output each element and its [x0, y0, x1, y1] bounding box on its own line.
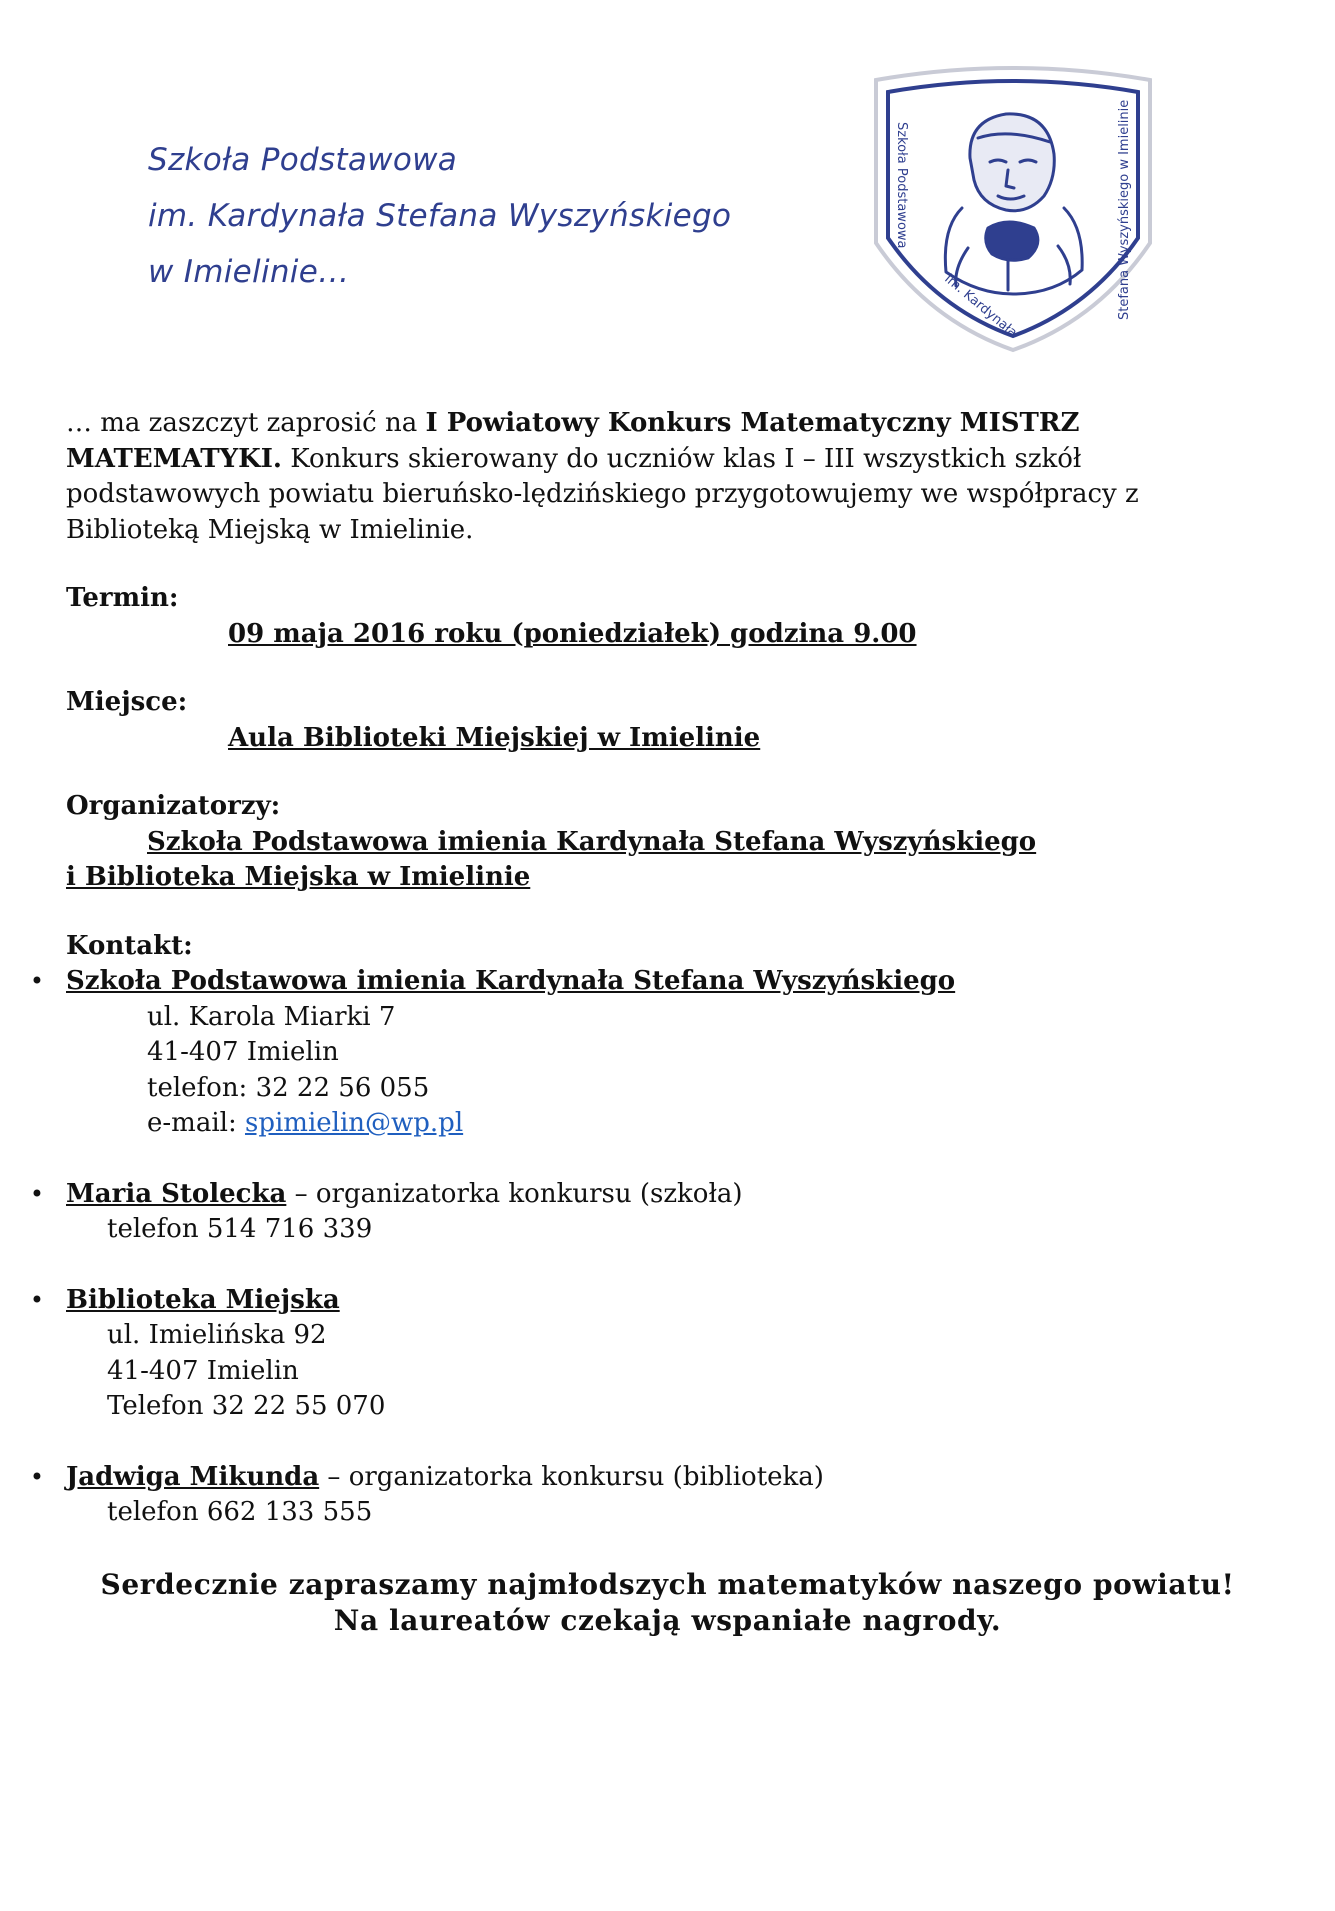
contact-jadwiga-title [66, 1460, 1256, 1496]
contact-jadwiga-role: – organizatorka konkursu (biblioteka) [319, 1461, 824, 1492]
contact-maria-role: – organizatorka konkursu (szkoła) [286, 1178, 743, 1209]
seal-text-right: Stefana Wyszyńskiego w Imielinie [1117, 99, 1132, 320]
school-seal-logo [858, 58, 1168, 358]
contact-library-city: 41-407 Imielin [107, 1355, 299, 1386]
contact-jadwiga [29, 1460, 1256, 1531]
kontakt-label: Kontakt: [66, 930, 193, 961]
bullet-icon: • [29, 1285, 45, 1314]
closing-line1: Serdecznie zapraszamy najmłodszych matematyków naszego powiatu! [100, 1568, 1235, 1601]
intro-rest: Konkurs skierowany do uczniów klas I – III wszystkich szkół podstawowych powiatu bieruńsko-lędzińskiego przygotowujemy we współpracy z Biblioteką Miejską w Imielinie. [66, 443, 1139, 545]
contest-name: I Powiatowy Konkurs Matematyczny MISTRZ MATEMATYKI. [66, 408, 1080, 474]
closing-line2: Na laureatów czekają wspaniałe nagrody. [333, 1604, 1002, 1637]
invitation-content [29, 406, 1256, 1531]
contact-maria [29, 1177, 1256, 1248]
bullet-icon: • [29, 1179, 45, 1208]
intro-lead: … ma zaszczyt zaprosić na [66, 408, 426, 438]
contact-school-email-label: e-mail: [147, 1108, 245, 1138]
contact-school-phone: telefon: 32 22 56 055 [147, 1072, 430, 1103]
contact-library-name: Biblioteka Miejska [66, 1284, 340, 1315]
termin-label: Termin: [66, 583, 179, 613]
miejsce-value: Aula Biblioteki Miejskiej w Imielinie [228, 722, 761, 753]
bullet-icon: • [29, 967, 45, 995]
organizatorzy-label: Organizatorzy: [66, 791, 281, 821]
contact-school-city: 41-407 Imielin [147, 1037, 339, 1067]
contact-maria-title [66, 1177, 1256, 1213]
miejsce-label: Miejsce: [66, 687, 188, 717]
organizatorzy-line2: i Biblioteka Miejska w Imielinie [66, 862, 531, 892]
contact-jadwiga-phone: telefon 662 133 555 [107, 1497, 373, 1527]
contact-school-email-row [66, 1106, 1256, 1142]
organizatorzy-line1: Szkoła Podstawowa imienia Kardynała Stefana Wyszyńskiego [147, 826, 1037, 857]
contact-library-phone: Telefon 32 22 55 070 [107, 1391, 386, 1421]
contact-maria-phone: telefon 514 716 339 [107, 1214, 373, 1244]
school-name-line2: im. Kardynała Stefana Wyszyńskiego [148, 198, 732, 234]
school-name-line1: Szkoła Podstawowa [148, 142, 458, 178]
closing-message [0, 1567, 1335, 1639]
contact-school-email-link[interactable]: spimielin@wp.pl [244, 1108, 464, 1138]
contact-school-name: Szkoła Podstawowa imienia Kardynała Stefana Wyszyńskiego [66, 966, 956, 996]
contact-library-street: ul. Imielińska 92 [107, 1320, 327, 1350]
termin-value: 09 maja 2016 roku (poniedziałek) godzina 9.00 [228, 618, 917, 649]
school-name-line3: w Imielinie… [148, 254, 350, 290]
contact-school [29, 964, 1256, 1142]
bullet-icon: • [29, 1462, 45, 1491]
contact-school-street: ul. Karola Miarki 7 [147, 1001, 396, 1032]
contact-maria-name: Maria Stolecka [66, 1178, 287, 1209]
contact-library [29, 1283, 1256, 1425]
seal-text-left: Szkoła Podstawowa [894, 122, 909, 249]
contact-jadwiga-name: Jadwiga Mikunda [66, 1461, 320, 1492]
seal-text-bottom: im. Kardynała [941, 271, 1020, 341]
school-name-header [148, 132, 848, 300]
intro-paragraph [66, 406, 1256, 548]
